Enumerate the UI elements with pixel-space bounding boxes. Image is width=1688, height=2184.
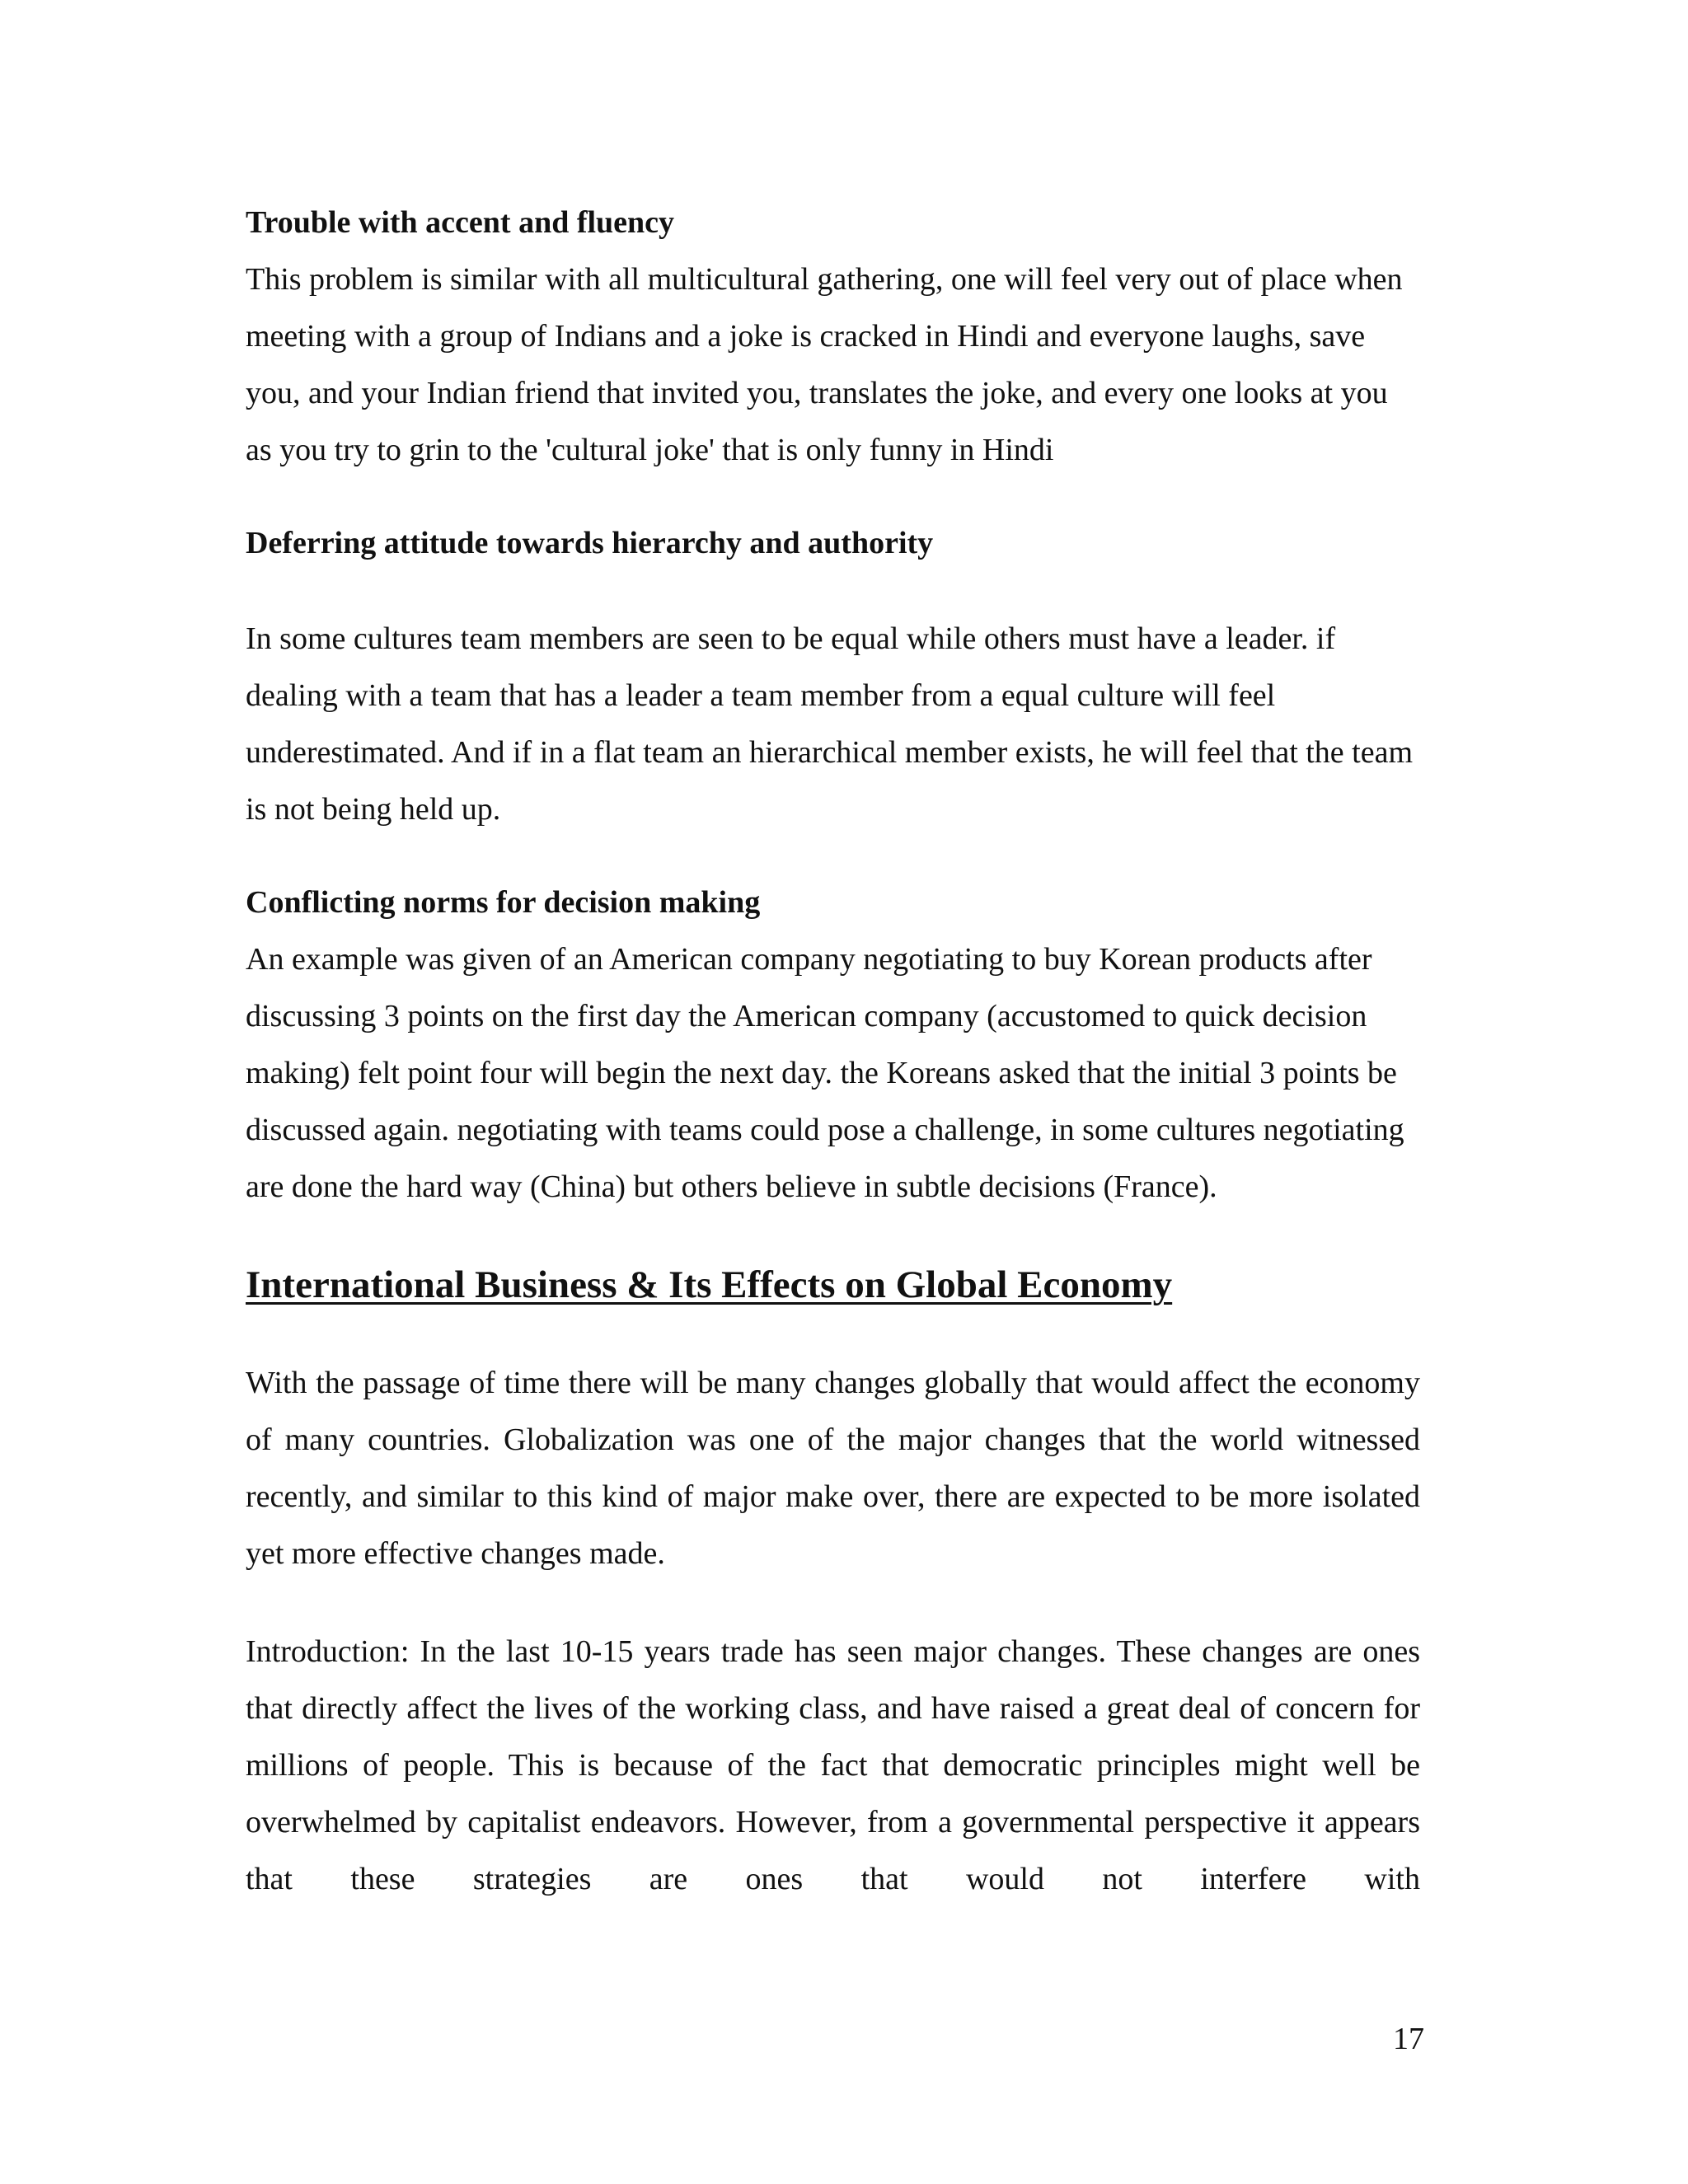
section-body-decision: An example was given of an American company negotiating to buy Korean products after discussing 3 points on the first day the American company (accustomed to quick decision making) felt point four will begin the next day. the Koreans asked that the initial 3 points be discussed again. negotiating with teams could pose a challenge, in some cultures negotiating are done the hard way (China) but others believe in subtle decisions (France). xyxy=(246,942,1404,1204)
main-heading: International Business & Its Effects on Global Economy xyxy=(246,1263,1173,1306)
document-page xyxy=(246,194,1420,1908)
section-body-hierarchy: In some cultures team members are seen to be equal while others must have a leader. if dealing with a team that has a leader a team member from a equal culture will feel underestimated. And if in a flat team an hierarchical member exists, he will feel that the team is not being held up. xyxy=(246,621,1414,827)
spacer xyxy=(246,838,1420,874)
spacer xyxy=(246,572,1420,611)
page-number: 17 xyxy=(1393,2022,1424,2056)
spacer xyxy=(246,1216,1420,1257)
section-heading-decision: Conflicting norms for decision making xyxy=(246,885,761,920)
section-heading-hierarchy: Deferring attitude towards hierarchy and authority xyxy=(246,526,934,560)
section-heading-accent: Trouble with accent and fluency xyxy=(246,205,675,240)
section-body-accent: This problem is similar with all multicultural gathering, one will feel very out of place when meeting with a group of Indians and a joke is cracked in Hindi and everyone laughs, save you, and your Indian friend that invited you, translates the joke, and every one looks at you as you try to grin to the 'cultural joke' that is only funny in Hindi xyxy=(246,262,1403,467)
main-paragraph-1: With the passage of time there will be many changes globally that would affect the economy of many countries. Globalization was one of the major changes that the world witnessed recently, and similar to this kind of major make over, there are expected to be more isolated yet more effective changes made. xyxy=(246,1366,1420,1571)
spacer xyxy=(246,479,1420,515)
main-paragraph-2: Introduction: In the last 10-15 years trade has seen major changes. These changes are ones that directly affect the lives of the working class, and have raised a great deal of concern for millions of people. This is because of the fact that democratic principles might well be overwhelmed by capitalist endeavors. However, from a governmental perspective it appears that these strategies are ones that would not interfere with xyxy=(246,1634,1420,1896)
spacer xyxy=(246,1314,1420,1355)
spacer xyxy=(246,1582,1420,1624)
